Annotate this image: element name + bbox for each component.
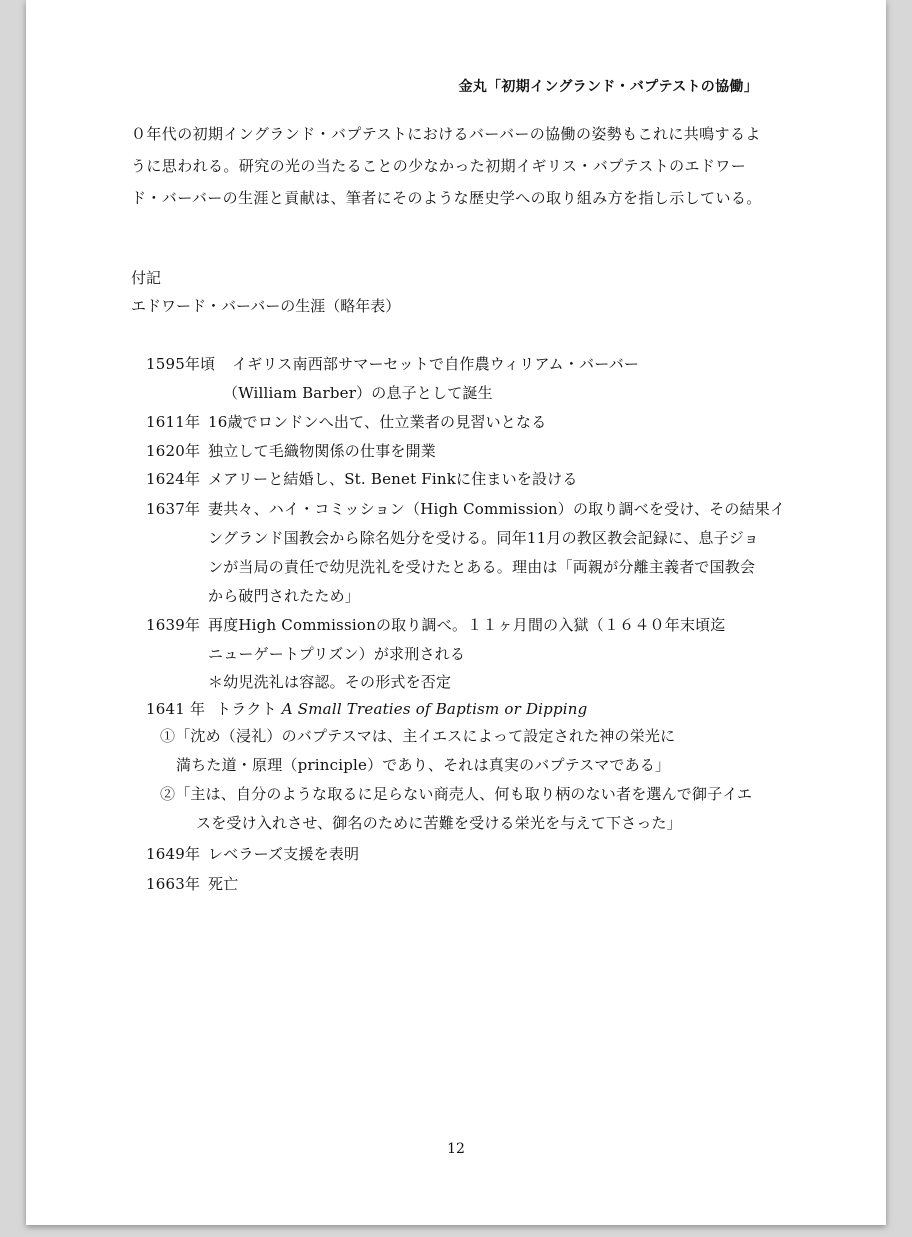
entry-text: 妻共々、ハイ・コミッション（High Commission）の取り調べを受け、その結果イ [208,500,786,518]
tract-quote-1-continuation: 満ちた道・原理（principle）であり、それは真実のバプテスマである」 [176,756,671,774]
entry-note: ＊幼児洗礼は容認。その形式を否定 [208,673,452,691]
appendix-title: エドワード・バーバーの生涯（略年表） [131,297,401,315]
entry-year: 1641 年 [146,700,206,718]
entry-year: 1620年 [146,442,201,460]
timeline-entry-1641 [146,697,587,721]
entry-year: 1611年 [146,413,201,431]
entry-text-continuation: ングランド国教会から除名処分を受ける。同年11月の教区教会記録に、息子ジョ [208,529,759,547]
document-page [26,0,886,1225]
entry-text: イギリス南西部サマーセットで自作農ウィリアム・バーバー [232,355,640,373]
entry-text: 16歳でロンドンへ出て、仕立業者の見習いとなる [208,413,547,431]
timeline-entry-1639 [146,613,726,637]
running-header: 金丸「初期イングランド・バプテストの協働」 [458,79,758,95]
intro-line: うに思われる。研究の光の当たることの少なかった初期イギリス・バプテストのエドワー [131,157,747,175]
entry-text-continuation: （William Barber）の息子として誕生 [223,384,493,402]
entry-year: 1595年頃 [146,355,216,373]
entry-text-continuation: ニューゲートプリズン）が求刑される [208,645,466,663]
timeline-entry-1624 [146,467,578,491]
tract-quote-1: ①「沈め（浸礼）のバプテスマは、主イエスによって設定された神の栄光に [160,727,676,745]
page-number: 12 [447,1141,465,1157]
timeline-entry-1620 [146,439,436,463]
entry-year: 1639年 [146,616,201,634]
timeline-entry-1663 [146,872,238,896]
tract-title: A Small Treaties of Baptism or Dipping [281,700,588,718]
entry-text: トラクト [216,700,277,718]
entry-text: 死亡 [208,875,239,893]
tract-quote-2-continuation: スを受け入れさせ、御名のために苦難を受ける栄光を与えて下さった」 [196,814,682,832]
entry-text-continuation: から破門されたため」 [208,587,361,605]
entry-year: 1649年 [146,845,201,863]
intro-paragraph [131,118,791,214]
entry-year: 1663年 [146,875,201,893]
intro-line: ド・バーバーの生涯と貢献は、筆者にそのような歴史学への取り組み方を指し示している。 [131,189,762,207]
entry-text-continuation: ンが当局の責任で幼児洗礼を受けたとある。理由は「両親が分離主義者で国教会 [208,558,756,576]
timeline-entry-1611 [146,410,546,434]
entry-text: メアリーと結婚し、St. Benet Finkに住まいを設ける [208,470,578,488]
entry-text: 再度High Commissionの取り調べ。１１ヶ月間の入獄（１６４０年末頃迄 [208,616,726,634]
entry-year: 1624年 [146,470,201,488]
tract-quote-2: ②「主は、自分のような取るに足らない商売人、何も取り柄のない者を選んで御子イエ [160,785,753,803]
timeline-entry-1637 [146,497,785,521]
timeline-entry-1649 [146,842,359,866]
appendix-label: 付記 [131,269,162,287]
entry-year: 1637年 [146,500,201,518]
timeline-entry-1595 [146,352,639,376]
intro-line: ０年代の初期イングランド・バプテストにおけるバーバーの協働の姿勢もこれに共鳴するよ [131,125,761,143]
entry-text: レベラーズ支援を表明 [208,845,360,863]
entry-text: 独立して毛織物関係の仕事を開業 [208,442,437,460]
